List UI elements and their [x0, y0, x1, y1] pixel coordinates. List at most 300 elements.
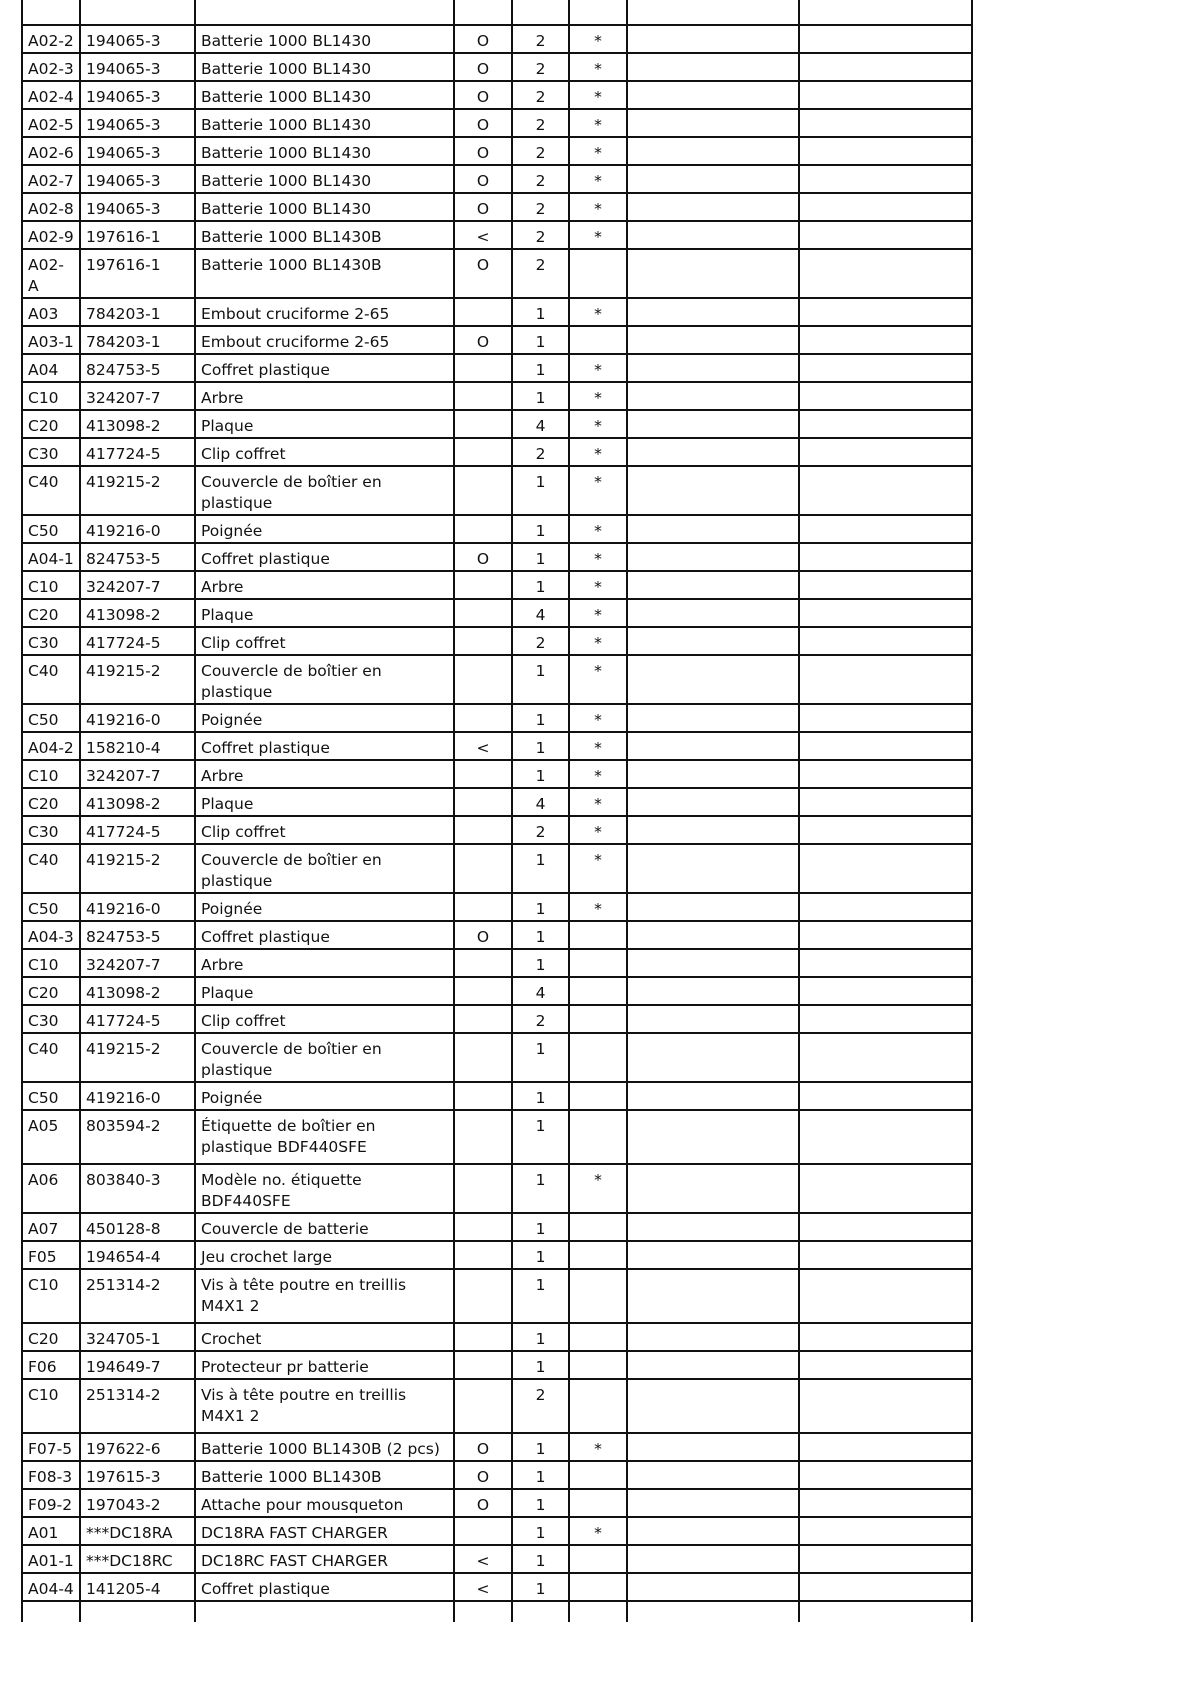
description-cell: Coffret plastique	[195, 921, 454, 949]
part-number-cell: 419215-2	[80, 844, 195, 893]
note-cell	[454, 1110, 512, 1164]
blank-cell-a	[627, 599, 799, 627]
note-cell	[454, 515, 512, 543]
part-number-cell: 197043-2	[80, 1489, 195, 1517]
flag-cell: *	[569, 1517, 627, 1545]
flag-cell: *	[569, 438, 627, 466]
blank-cell-a	[627, 221, 799, 249]
part-number-cell: 803840-3	[80, 1164, 195, 1213]
part-number-cell: 197616-1	[80, 249, 195, 298]
description-cell: Étiquette de boîtier en plastique BDF440SFE	[195, 1110, 454, 1164]
table-row	[22, 81, 972, 109]
description-cell: Arbre	[195, 571, 454, 599]
note-cell	[454, 298, 512, 326]
part-number-cell: 417724-5	[80, 438, 195, 466]
quantity-cell: 2	[512, 25, 569, 53]
description-cell: Poignée	[195, 704, 454, 732]
item-cell: C40	[22, 844, 80, 893]
item-cell: C10	[22, 949, 80, 977]
flag-cell	[569, 1379, 627, 1433]
quantity-cell: 2	[512, 249, 569, 298]
description-cell: Clip coffret	[195, 627, 454, 655]
blank-cell-a	[627, 1351, 799, 1379]
note-cell: O	[454, 25, 512, 53]
note-cell: O	[454, 921, 512, 949]
description-cell: Batterie 1000 BL1430B	[195, 221, 454, 249]
blank-cell-a	[627, 893, 799, 921]
quantity-cell: 2	[512, 165, 569, 193]
blank-cell-b	[799, 1213, 972, 1241]
part-number-cell: ***DC18RC	[80, 1545, 195, 1573]
description-cell: Embout cruciforme 2-65	[195, 326, 454, 354]
blank-cell-b	[799, 326, 972, 354]
part-number-cell: 194065-3	[80, 53, 195, 81]
description-cell: Batterie 1000 BL1430	[195, 25, 454, 53]
part-number-cell: 324207-7	[80, 760, 195, 788]
blank-cell-a	[627, 1461, 799, 1489]
flag-cell: *	[569, 466, 627, 515]
blank-cell-b	[799, 1033, 972, 1082]
description-cell: Coffret plastique	[195, 1573, 454, 1601]
blank-cell-b	[799, 1082, 972, 1110]
blank-cell-b	[799, 249, 972, 298]
flag-cell: *	[569, 515, 627, 543]
note-cell: <	[454, 732, 512, 760]
description-cell: Couvercle de batterie	[195, 1213, 454, 1241]
part-number-cell: 194649-7	[80, 1351, 195, 1379]
quantity-cell: 4	[512, 977, 569, 1005]
flag-cell	[569, 1110, 627, 1164]
quantity-cell: 1	[512, 1433, 569, 1461]
note-cell	[454, 1269, 512, 1323]
part-number-cell: 413098-2	[80, 788, 195, 816]
description-cell: Batterie 1000 BL1430	[195, 165, 454, 193]
description-cell: Batterie 1000 BL1430B	[195, 249, 454, 298]
blank-cell-a	[627, 1489, 799, 1517]
table-row	[22, 354, 972, 382]
table-row	[22, 816, 972, 844]
blank-cell-b	[799, 1323, 972, 1351]
part-number-cell: 419216-0	[80, 515, 195, 543]
note-cell: O	[454, 109, 512, 137]
table-row	[22, 627, 972, 655]
blank-cell-a	[627, 571, 799, 599]
table-row	[22, 1269, 972, 1323]
note-cell	[454, 354, 512, 382]
blank-cell-b	[799, 627, 972, 655]
blank-cell-b	[799, 1433, 972, 1461]
description-cell: Plaque	[195, 977, 454, 1005]
quantity-cell: 1	[512, 1351, 569, 1379]
blank-cell-b	[799, 893, 972, 921]
table-row	[22, 788, 972, 816]
table-row	[22, 1379, 972, 1433]
blank-cell-a	[627, 410, 799, 438]
description-cell: Embout cruciforme 2-65	[195, 298, 454, 326]
blank-cell-a	[627, 1241, 799, 1269]
item-cell: C10	[22, 1269, 80, 1323]
table-row	[22, 1110, 972, 1164]
description-cell: Clip coffret	[195, 816, 454, 844]
quantity-cell: 2	[512, 627, 569, 655]
blank-cell-a	[627, 1323, 799, 1351]
blank-cell-b	[799, 53, 972, 81]
quantity-cell: 4	[512, 599, 569, 627]
part-number-cell: 419215-2	[80, 655, 195, 704]
flag-cell: *	[569, 221, 627, 249]
blank-cell-b	[799, 1573, 972, 1601]
part-number-cell: 803594-2	[80, 1110, 195, 1164]
part-number-cell: 194065-3	[80, 25, 195, 53]
flag-cell	[569, 949, 627, 977]
flag-cell: *	[569, 816, 627, 844]
part-number-cell: 158210-4	[80, 732, 195, 760]
note-cell	[454, 977, 512, 1005]
item-cell: C10	[22, 760, 80, 788]
table-row	[22, 109, 972, 137]
quantity-cell: 2	[512, 137, 569, 165]
table-row	[22, 732, 972, 760]
flag-cell: *	[569, 655, 627, 704]
table-row	[22, 438, 972, 466]
table-row	[22, 249, 972, 298]
quantity-cell: 1	[512, 571, 569, 599]
flag-cell: *	[569, 788, 627, 816]
item-cell: A07	[22, 1213, 80, 1241]
item-cell: A02-5	[22, 109, 80, 137]
note-cell	[454, 410, 512, 438]
quantity-cell: 1	[512, 298, 569, 326]
quantity-cell: 1	[512, 1517, 569, 1545]
quantity-cell: 1	[512, 1213, 569, 1241]
description-cell: Arbre	[195, 760, 454, 788]
description-cell: Batterie 1000 BL1430	[195, 81, 454, 109]
table-row	[22, 1573, 972, 1601]
blank-cell-b	[799, 298, 972, 326]
description-cell: Vis à tête poutre en treillis M4X1 2	[195, 1379, 454, 1433]
quantity-cell: 1	[512, 844, 569, 893]
flag-cell	[569, 1005, 627, 1033]
note-cell	[454, 655, 512, 704]
note-cell: O	[454, 543, 512, 571]
item-cell: F07-5	[22, 1433, 80, 1461]
blank-cell-b	[799, 816, 972, 844]
flag-cell: *	[569, 165, 627, 193]
part-number-cell: 413098-2	[80, 977, 195, 1005]
table-row	[22, 1082, 972, 1110]
note-cell	[454, 1005, 512, 1033]
item-cell: A02-7	[22, 165, 80, 193]
table-row	[22, 53, 972, 81]
quantity-cell: 2	[512, 53, 569, 81]
blank-cell-b	[799, 382, 972, 410]
description-cell: Coffret plastique	[195, 732, 454, 760]
blank-cell-a	[627, 788, 799, 816]
part-number-cell: 141205-4	[80, 1573, 195, 1601]
item-cell: A04-4	[22, 1573, 80, 1601]
blank-cell-a	[627, 354, 799, 382]
item-cell: C10	[22, 571, 80, 599]
table-row	[22, 515, 972, 543]
quantity-cell: 1	[512, 543, 569, 571]
description-cell: Coffret plastique	[195, 354, 454, 382]
blank-cell-a	[627, 382, 799, 410]
note-cell	[454, 760, 512, 788]
quantity-cell: 1	[512, 1461, 569, 1489]
flag-cell	[569, 1269, 627, 1323]
quantity-cell: 1	[512, 466, 569, 515]
table-row	[22, 1241, 972, 1269]
item-cell: A04-3	[22, 921, 80, 949]
description-cell: Batterie 1000 BL1430	[195, 137, 454, 165]
blank-cell-a	[627, 1573, 799, 1601]
blank-cell-a	[627, 165, 799, 193]
note-cell	[454, 1033, 512, 1082]
quantity-cell: 2	[512, 109, 569, 137]
item-cell: C40	[22, 1033, 80, 1082]
quantity-cell: 2	[512, 438, 569, 466]
part-number-cell: 417724-5	[80, 816, 195, 844]
table-row	[22, 921, 972, 949]
blank-cell-b	[799, 1005, 972, 1033]
quantity-cell: 1	[512, 893, 569, 921]
blank-cell-a	[627, 732, 799, 760]
table-row	[22, 655, 972, 704]
flag-cell: *	[569, 760, 627, 788]
note-cell: O	[454, 81, 512, 109]
table-row	[22, 1489, 972, 1517]
flag-cell	[569, 326, 627, 354]
item-cell: C50	[22, 704, 80, 732]
flag-cell	[569, 1489, 627, 1517]
item-cell: C20	[22, 410, 80, 438]
note-cell: O	[454, 1489, 512, 1517]
note-cell	[454, 466, 512, 515]
quantity-cell: 2	[512, 193, 569, 221]
note-cell: O	[454, 326, 512, 354]
parts-table-body	[22, 25, 972, 1601]
blank-cell-b	[799, 844, 972, 893]
item-cell: C20	[22, 977, 80, 1005]
note-cell	[454, 816, 512, 844]
item-cell: C50	[22, 1082, 80, 1110]
table-row	[22, 1351, 972, 1379]
blank-cell-a	[627, 921, 799, 949]
table-row	[22, 466, 972, 515]
description-cell: Plaque	[195, 599, 454, 627]
table-row	[22, 1005, 972, 1033]
blank-cell-b	[799, 977, 972, 1005]
blank-cell-b	[799, 193, 972, 221]
blank-cell-b	[799, 1461, 972, 1489]
quantity-cell: 1	[512, 1241, 569, 1269]
item-cell: C30	[22, 1005, 80, 1033]
flag-cell: *	[569, 109, 627, 137]
blank-cell-b	[799, 466, 972, 515]
part-number-cell: 450128-8	[80, 1213, 195, 1241]
quantity-cell: 1	[512, 1573, 569, 1601]
item-cell: A04	[22, 354, 80, 382]
flag-cell	[569, 977, 627, 1005]
flag-cell: *	[569, 298, 627, 326]
quantity-cell: 1	[512, 921, 569, 949]
part-number-cell: 324207-7	[80, 949, 195, 977]
description-cell: Coffret plastique	[195, 543, 454, 571]
flag-cell	[569, 249, 627, 298]
flag-cell	[569, 1323, 627, 1351]
part-number-cell: 419216-0	[80, 893, 195, 921]
part-number-cell: 419216-0	[80, 1082, 195, 1110]
quantity-cell: 2	[512, 81, 569, 109]
quantity-cell: 2	[512, 1005, 569, 1033]
quantity-cell: 1	[512, 1269, 569, 1323]
flag-cell: *	[569, 354, 627, 382]
flag-cell: *	[569, 137, 627, 165]
blank-cell-a	[627, 466, 799, 515]
description-cell: Modèle no. étiquette BDF440SFE	[195, 1164, 454, 1213]
blank-cell-a	[627, 1164, 799, 1213]
blank-cell-a	[627, 53, 799, 81]
flag-cell: *	[569, 410, 627, 438]
item-cell: A02-2	[22, 25, 80, 53]
blank-cell-b	[799, 1269, 972, 1323]
part-number-cell: 324705-1	[80, 1323, 195, 1351]
quantity-cell: 1	[512, 354, 569, 382]
description-cell: Couvercle de boîtier en plastique	[195, 1033, 454, 1082]
flag-cell: *	[569, 53, 627, 81]
flag-cell: *	[569, 732, 627, 760]
flag-cell: *	[569, 1164, 627, 1213]
item-cell: C20	[22, 1323, 80, 1351]
item-cell: C10	[22, 382, 80, 410]
description-cell: Batterie 1000 BL1430	[195, 193, 454, 221]
table-row	[22, 165, 972, 193]
part-number-cell: 784203-1	[80, 298, 195, 326]
blank-cell-a	[627, 1545, 799, 1573]
blank-cell-a	[627, 760, 799, 788]
note-cell	[454, 949, 512, 977]
note-cell: O	[454, 1433, 512, 1461]
blank-cell-a	[627, 137, 799, 165]
flag-cell: *	[569, 25, 627, 53]
note-cell: <	[454, 1573, 512, 1601]
table-row	[22, 1213, 972, 1241]
blank-cell-a	[627, 627, 799, 655]
part-number-cell: 417724-5	[80, 627, 195, 655]
part-number-cell: ***DC18RA	[80, 1517, 195, 1545]
item-cell: C20	[22, 788, 80, 816]
blank-cell-b	[799, 949, 972, 977]
description-cell: Couvercle de boîtier en plastique	[195, 844, 454, 893]
flag-cell: *	[569, 1433, 627, 1461]
description-cell: Clip coffret	[195, 1005, 454, 1033]
blank-cell-a	[627, 543, 799, 571]
description-cell: Couvercle de boîtier en plastique	[195, 655, 454, 704]
blank-cell-b	[799, 1164, 972, 1213]
flag-cell	[569, 1573, 627, 1601]
flag-cell	[569, 1033, 627, 1082]
item-cell: A02-3	[22, 53, 80, 81]
part-number-cell: 197616-1	[80, 221, 195, 249]
blank-cell-b	[799, 221, 972, 249]
table-row	[22, 326, 972, 354]
table-row	[22, 193, 972, 221]
description-cell: Batterie 1000 BL1430	[195, 109, 454, 137]
blank-cell-a	[627, 109, 799, 137]
blank-cell-a	[627, 81, 799, 109]
table-row	[22, 1323, 972, 1351]
blank-cell-b	[799, 732, 972, 760]
part-number-cell: 197615-3	[80, 1461, 195, 1489]
table-row	[22, 844, 972, 893]
part-number-cell: 419215-2	[80, 466, 195, 515]
quantity-cell: 1	[512, 655, 569, 704]
part-number-cell: 419216-0	[80, 704, 195, 732]
flag-cell	[569, 921, 627, 949]
table-row	[22, 949, 972, 977]
flag-cell	[569, 1545, 627, 1573]
blank-cell-b	[799, 788, 972, 816]
note-cell	[454, 1379, 512, 1433]
quantity-cell: 4	[512, 410, 569, 438]
part-number-cell: 194065-3	[80, 109, 195, 137]
table-row	[22, 543, 972, 571]
part-number-cell: 194065-3	[80, 137, 195, 165]
part-number-cell: 824753-5	[80, 921, 195, 949]
description-cell: Arbre	[195, 949, 454, 977]
item-cell: A01	[22, 1517, 80, 1545]
table-row	[22, 382, 972, 410]
quantity-cell: 1	[512, 1323, 569, 1351]
flag-cell: *	[569, 193, 627, 221]
part-number-cell: 251314-2	[80, 1269, 195, 1323]
note-cell	[454, 1241, 512, 1269]
blank-cell-a	[627, 193, 799, 221]
quantity-cell: 1	[512, 1545, 569, 1573]
blank-cell-a	[627, 1005, 799, 1033]
description-cell: Arbre	[195, 382, 454, 410]
table-row	[22, 704, 972, 732]
blank-cell-b	[799, 1545, 972, 1573]
item-cell: A04-1	[22, 543, 80, 571]
item-cell: C40	[22, 466, 80, 515]
table-row	[22, 760, 972, 788]
table-row	[22, 599, 972, 627]
note-cell	[454, 571, 512, 599]
flag-cell	[569, 1461, 627, 1489]
blank-cell-b	[799, 760, 972, 788]
item-cell: C50	[22, 893, 80, 921]
item-cell: F05	[22, 1241, 80, 1269]
note-cell	[454, 599, 512, 627]
flag-cell: *	[569, 844, 627, 893]
note-cell	[454, 844, 512, 893]
blank-cell-a	[627, 816, 799, 844]
blank-cell-a	[627, 704, 799, 732]
blank-cell-b	[799, 1351, 972, 1379]
note-cell	[454, 788, 512, 816]
blank-cell-b	[799, 704, 972, 732]
note-cell: <	[454, 221, 512, 249]
description-cell: Poignée	[195, 893, 454, 921]
note-cell	[454, 1164, 512, 1213]
note-cell: O	[454, 53, 512, 81]
table-row	[22, 221, 972, 249]
item-cell: A06	[22, 1164, 80, 1213]
blank-cell-b	[799, 1517, 972, 1545]
table-row	[22, 1433, 972, 1461]
blank-cell-b	[799, 25, 972, 53]
